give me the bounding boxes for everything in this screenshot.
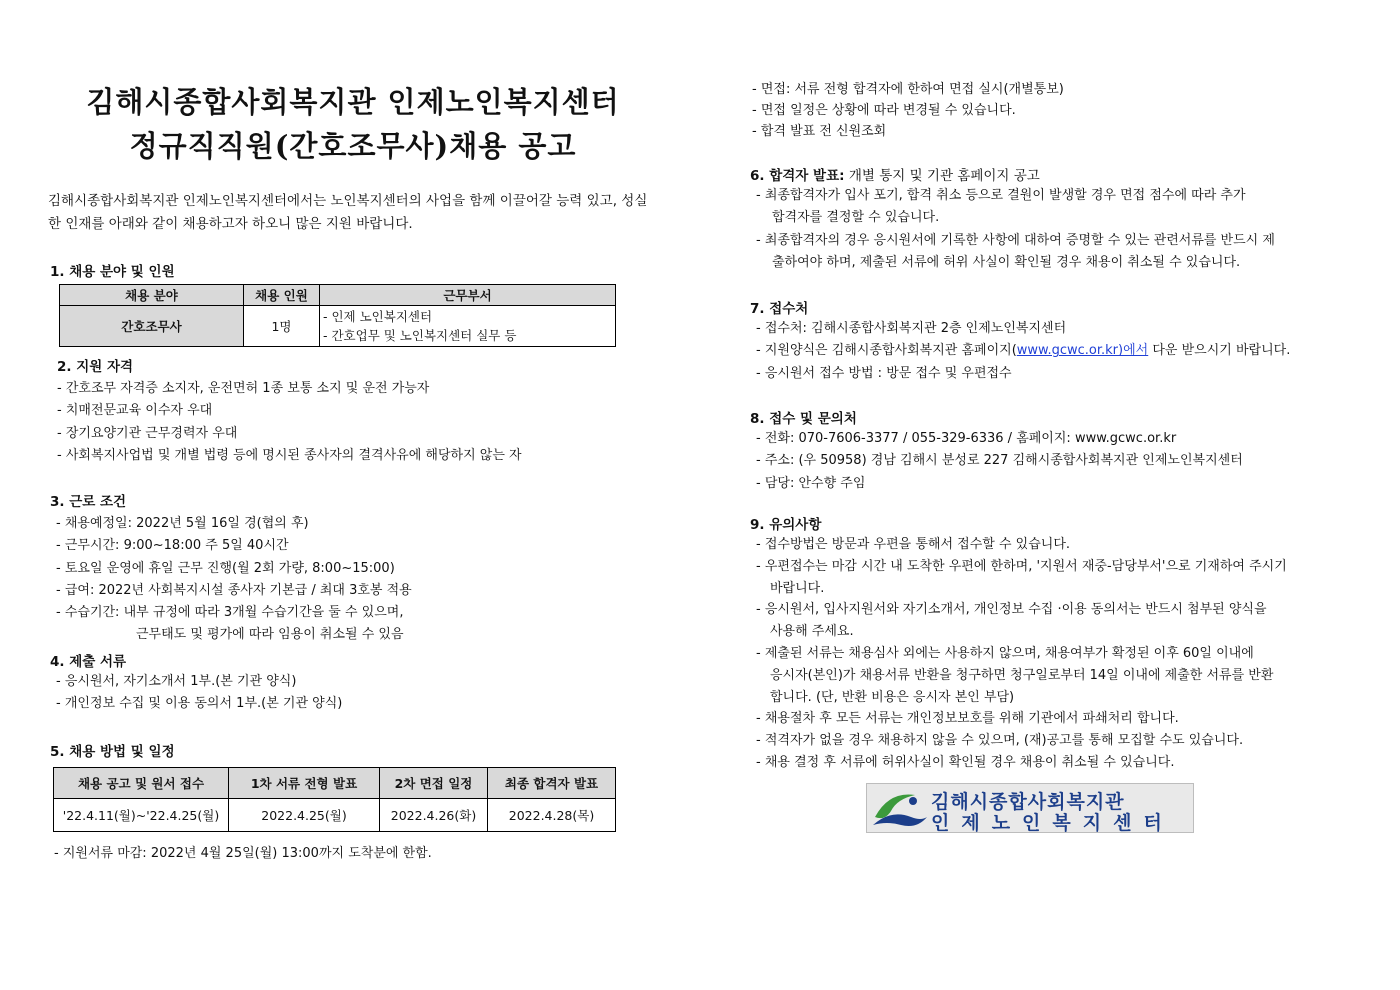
logo-text-line1: 김해시종합사회복지관 <box>931 791 1125 813</box>
list-item-continuation: 응시자(본인)가 채용서류 반환을 청구하면 청구일로부터 14일 이내에 제출한 서류를 반환 <box>770 667 1274 683</box>
section-3 <box>50 490 412 647</box>
list-item: - 합격 발표 전 신원조회 <box>752 124 887 139</box>
section-8 <box>750 407 1243 495</box>
page-subtitle: 정규직직원(간호조무사)채용 공고 <box>129 129 577 163</box>
list-item: - 사회복지사업법 및 개별 법령 등에 명시된 종사자의 결격사유에 해당하지 않는 자 <box>57 447 522 463</box>
dept-line: - 인제 노인복지센터 <box>323 309 433 324</box>
list-item: - 채용 결정 후 서류에 허위사실이 확인될 경우 채용이 취소될 수 있습니다. <box>756 754 1175 770</box>
intro-paragraph: 김해시종합사회복지관 인제노인복지센터에서는 노인복지센터의 사업을 함께 이끌어갈 능력 있고, 성실한 인재를 아래와 같이 채용하고자 하오니 많은 지원 바랍니다. <box>48 193 648 232</box>
section-6-label: 6. 합격자 발표: <box>750 168 845 184</box>
list-item-continuation: 합격자를 결정할 수 있습니다. <box>772 210 940 226</box>
list-item: - 간호조무 자격증 소지자, 운전면허 1종 보통 소지 및 운전 가능자 <box>57 381 430 396</box>
list-item: - 담당: 안수향 주임 <box>756 475 866 491</box>
list-item: - 응시원서 접수 방법 : 방문 접수 및 우편접수 <box>756 365 1012 381</box>
table-cell: 2022.4.28(목) <box>488 799 616 832</box>
list-item: - 우편접수는 마감 시간 내 도착한 우편에 한하며, '지원서 재중-담당부서'으로 기재하여 주시기 <box>756 558 1287 574</box>
table-header: 채용 공고 및 원서 접수 <box>54 768 229 799</box>
table-header-row <box>60 285 616 306</box>
section-9-heading: 9. 유의사항 <box>750 517 822 533</box>
section-6-heading <box>750 164 1275 184</box>
list-item-continuation: 근무태도 및 평가에 따라 임용이 취소될 수 있음 <box>136 627 404 643</box>
list-item: - 치매전문교육 이수자 우대 <box>57 403 213 419</box>
list-item: - 채용절차 후 모든 서류는 개인정보보호를 위해 기관에서 파쇄처리 합니다. <box>756 711 1179 727</box>
list-item: - 토요일 운영에 휴일 근무 진행(월 2회 가량, 8:00~15:00) <box>56 560 395 576</box>
list-item: - 제출된 서류는 채용심사 외에는 사용하지 않으며, 채용여부가 확정된 이후 60일 이내에 <box>756 645 1254 661</box>
deadline-note: - 지원서류 마감: 2022년 4월 25일(월) 13:00까지 도착분에 한함. <box>54 846 432 861</box>
list-item: - 응시원서, 입사지원서와 자기소개서, 개인정보 수집 ·이용 동의서는 반드시 첨부된 양식을 <box>756 602 1267 618</box>
page-title: 김해시종합사회복지관 인제노인복지센터 <box>86 85 620 119</box>
list-item-continuation: 합니다. (단, 반환 비용은 응시자 본인 부담) <box>770 689 1015 705</box>
table-row <box>54 799 616 832</box>
table-cell-count: 1명 <box>244 306 320 347</box>
table-cell: 2022.4.26(화) <box>380 799 488 832</box>
table-header: 1차 서류 전형 발표 <box>229 768 380 799</box>
table-header-row <box>54 768 616 799</box>
list-item: - 채용예정일: 2022년 5월 16일 경(협의 후) <box>56 516 309 531</box>
logo-emblem-icon <box>871 787 929 831</box>
section-3-heading: 3. 근로 조건 <box>50 494 127 510</box>
list-item: - 접수처: 김해시종합사회복지관 2층 인제노인복지센터 <box>756 321 1067 336</box>
section-5-heading: 5. 채용 방법 및 일정 <box>50 744 175 760</box>
section-7 <box>750 297 1290 385</box>
list-item <box>750 340 1290 362</box>
text-span: 다운 받으시기 바랍니다. <box>1148 343 1291 359</box>
list-item: - 주소: (우 50958) 경남 김해시 분성로 227 김해시종합사회복지관 인제노인복지센터 <box>756 453 1243 469</box>
section-4-heading: 4. 제출 서류 <box>50 654 127 670</box>
list-item: - 근무시간: 9:00~18:00 주 5일 40시간 <box>56 538 289 554</box>
recruitment-field-table <box>59 284 616 347</box>
section-6 <box>750 164 1275 274</box>
section-7-heading: 7. 접수처 <box>750 301 809 317</box>
logo-text-line2: 인제노인복지센터 <box>931 812 1174 834</box>
list-item: - 면접 일정은 상황에 따라 변경될 수 있습니다. <box>752 103 1016 118</box>
list-item: - 면접: 서류 전형 합격자에 한하여 면접 실시(개별통보) <box>752 82 1064 97</box>
list-item: - 접수방법은 방문과 우편을 통해서 접수할 수 있습니다. <box>756 537 1071 552</box>
list-item: - 전화: 070-7606-3377 / 055-329-6336 / 홈페이지: www.gcwc.or.kr <box>756 431 1177 446</box>
list-item: - 수습기간: 내부 규정에 따라 3개월 수습기간을 둘 수 있으며, <box>56 605 404 621</box>
text-span: - 지원양식은 김해시종합사회복지관 홈페이지( <box>756 343 1017 359</box>
list-item: - 최종합격자의 경우 응시원서에 기록한 사항에 대하여 증명할 수 있는 관련서류를 반드시 제 <box>756 232 1275 248</box>
table-header: 2차 면접 일정 <box>380 768 488 799</box>
table-header: 채용 인원 <box>244 285 320 306</box>
section-6-text: 개별 통지 및 기관 홈페이지 공고 <box>844 168 1040 184</box>
center-logo <box>866 783 1194 833</box>
table-cell: '22.4.11(월)~'22.4.25(월) <box>54 799 229 832</box>
table-cell: 2022.4.25(월) <box>229 799 380 832</box>
list-item: - 장기요양기관 근무경력자 우대 <box>57 425 238 441</box>
list-item-continuation: 사용해 주세요. <box>770 624 854 640</box>
list-item: - 응시원서, 자기소개서 1부.(본 기관 양식) <box>56 674 297 689</box>
list-item-continuation: 출하여야 하며, 제출된 서류에 허위 사실이 확인될 경우 채용이 취소될 수 있습니다. <box>772 254 1241 270</box>
list-item: - 급여: 2022년 사회복지시설 종사자 기본급 / 최대 3호봉 적용 <box>56 582 412 598</box>
list-item-continuation: 바랍니다. <box>770 580 825 596</box>
section-8-heading: 8. 접수 및 문의처 <box>750 411 857 427</box>
section-1-heading: 1. 채용 분야 및 인원 <box>50 264 175 280</box>
dept-line: - 간호업무 및 노인복지센터 실무 등 <box>323 328 517 343</box>
table-header: 최종 합격자 발표 <box>488 768 616 799</box>
schedule-table <box>53 767 616 832</box>
table-row <box>60 306 616 347</box>
list-item: - 최종합격자가 입사 포기, 합격 취소 등으로 결원이 발생할 경우 면접 점수에 따라 추가 <box>756 188 1246 203</box>
section-2-heading: 2. 지원 자격 <box>57 359 134 375</box>
section-2 <box>57 355 522 467</box>
table-cell-dept <box>320 306 616 347</box>
table-cell-field: 간호조무사 <box>60 306 244 347</box>
section-4 <box>50 650 342 716</box>
section-9 <box>750 513 1287 774</box>
table-header: 근무부서 <box>320 285 616 306</box>
list-item: - 개인정보 수집 및 이용 동의서 1부.(본 기관 양식) <box>56 696 343 712</box>
table-header: 채용 분야 <box>60 285 244 306</box>
interview-notes <box>752 79 1064 142</box>
list-item: - 적격자가 없을 경우 채용하지 않을 수 있으며, (재)공고를 통해 모집할 수도 있습니다. <box>756 733 1244 749</box>
homepage-link[interactable]: www.gcwc.or.kr)에서 <box>1016 343 1149 359</box>
